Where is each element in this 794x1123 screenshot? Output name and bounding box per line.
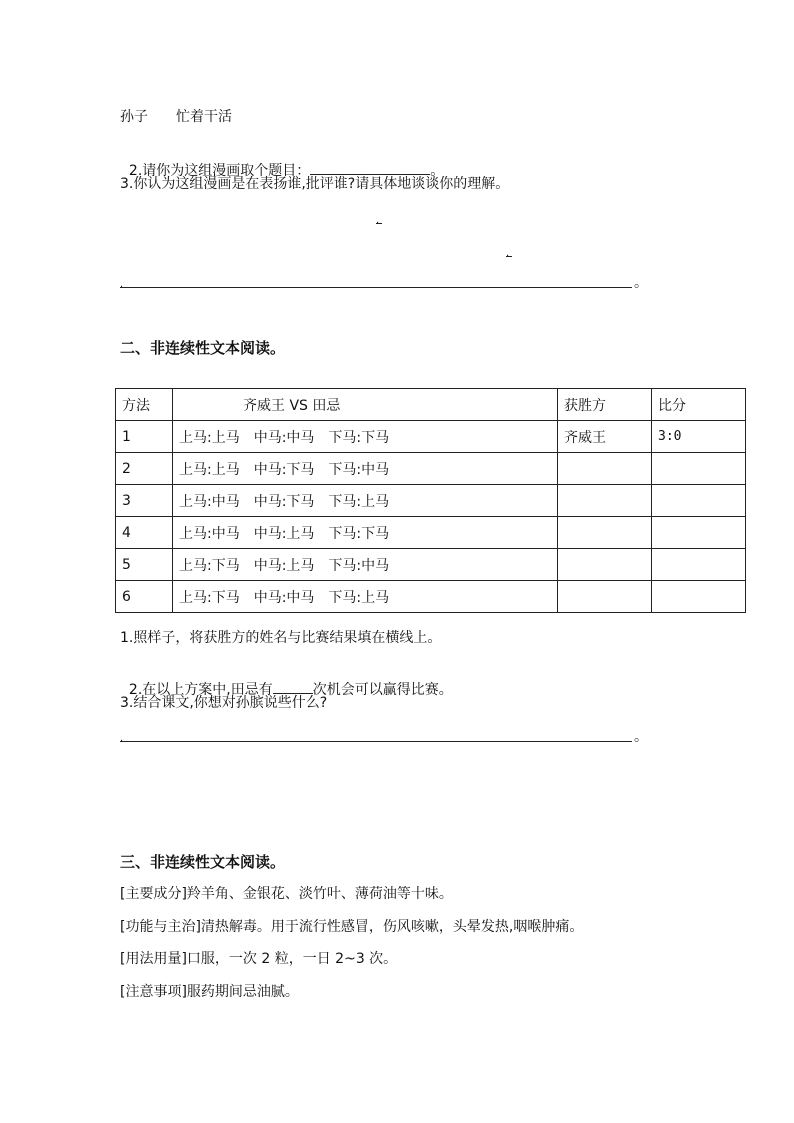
table-header-cell: 齐威王 VS 田忌 (173, 389, 558, 421)
question-2-end: 。 (430, 163, 445, 179)
question-3-praise: 3.你认为这组漫画是在表扬谁,批评谁?请具体地谈谈你的理解。 (120, 176, 510, 192)
winner-cell[interactable] (558, 549, 652, 581)
method-number: 3 (116, 485, 173, 517)
table-row (116, 549, 746, 581)
table-header-cell: 比分 (652, 389, 746, 421)
score-cell[interactable] (652, 549, 746, 581)
answer-line-dot: . (120, 279, 124, 290)
winner-cell[interactable] (558, 485, 652, 517)
winner-cell[interactable] (558, 581, 652, 613)
answer-mark-rule (506, 256, 512, 257)
score-cell[interactable] (652, 485, 746, 517)
matchup-cell: 上马:上马 中马:下马 下马:中马 (173, 453, 558, 485)
score-cell[interactable] (652, 517, 746, 549)
method-number: 6 (116, 581, 173, 613)
matchup-cell: 上马:中马 中马:下马 下马:上马 (173, 485, 558, 517)
method-number: 1 (116, 421, 173, 453)
answer-line-end: 。 (634, 275, 648, 291)
table-header-cell: 获胜方 (558, 389, 652, 421)
question-2-text: 2.在以上方案中,田忌有 (128, 682, 273, 698)
medicine-caution: [注意事项]服药期间忌油腻。 (120, 984, 299, 1000)
section-2-question-1: 1.照样子，将获胜方的姓名与比赛结果填在横线上。 (120, 630, 442, 646)
answer-mark: . (506, 248, 510, 259)
medicine-dosage: [用法用量]口服，一次 2 粒，一日 2~3 次。 (120, 951, 398, 967)
table-header-cell: 方法 (116, 389, 173, 421)
answer-line-2[interactable] (120, 726, 650, 744)
title-answer-blank[interactable] (310, 160, 430, 175)
answer-rule (120, 741, 632, 742)
section-3-heading: 三、非连续性文本阅读。 (120, 853, 286, 871)
winner-cell[interactable] (558, 453, 652, 485)
answer-mark: . (376, 215, 380, 226)
question-2-text: 2.请你为这组漫画取个题目： (128, 163, 311, 179)
horse-race-table (115, 388, 746, 613)
winner-cell[interactable]: 齐威王 (558, 421, 652, 453)
score-cell[interactable]: 3:0 (652, 421, 746, 453)
method-number: 4 (116, 517, 173, 549)
answer-mark-rule (376, 223, 382, 224)
answer-line-dot: . (120, 733, 124, 744)
answer-rule (120, 287, 632, 288)
answer-line-1[interactable] (120, 272, 650, 290)
score-cell[interactable] (652, 453, 746, 485)
table-header-row (116, 389, 746, 421)
table-row (116, 485, 746, 517)
matchup-cell: 上马:下马 中马:中马 下马:上马 (173, 581, 558, 613)
section-2-heading: 二、非连续性文本阅读。 (120, 339, 286, 357)
method-number: 5 (116, 549, 173, 581)
matchup-cell: 上马:上马 中马:中马 下马:下马 (173, 421, 558, 453)
section-2-question-3: 3.结合课文,你想对孙膑说些什么? (120, 695, 328, 711)
winner-cell[interactable] (558, 517, 652, 549)
method-number: 2 (116, 453, 173, 485)
medicine-ingredients: [主要成分]羚羊角、金银花、淡竹叶、薄荷油等十味。 (120, 886, 453, 902)
table-row (116, 517, 746, 549)
table-row (116, 421, 746, 453)
matchup-cell: 上马:下马 中马:上马 下马:中马 (173, 549, 558, 581)
table-row (116, 453, 746, 485)
question-2-end: 次机会可以赢得比赛。 (312, 682, 453, 698)
chances-answer-blank[interactable] (273, 679, 313, 694)
score-cell[interactable] (652, 581, 746, 613)
matchup-cell: 上马:中马 中马:上马 下马:下马 (173, 517, 558, 549)
medicine-function: [功能与主治]清热解毒。用于流行性感冒，伤风咳嗽，头晕发热,咽喉肿痛。 (120, 919, 584, 935)
table-row (116, 581, 746, 613)
comic-caption-line: 孙子 忙着干活 (120, 109, 232, 125)
answer-line-end: 。 (634, 729, 648, 745)
